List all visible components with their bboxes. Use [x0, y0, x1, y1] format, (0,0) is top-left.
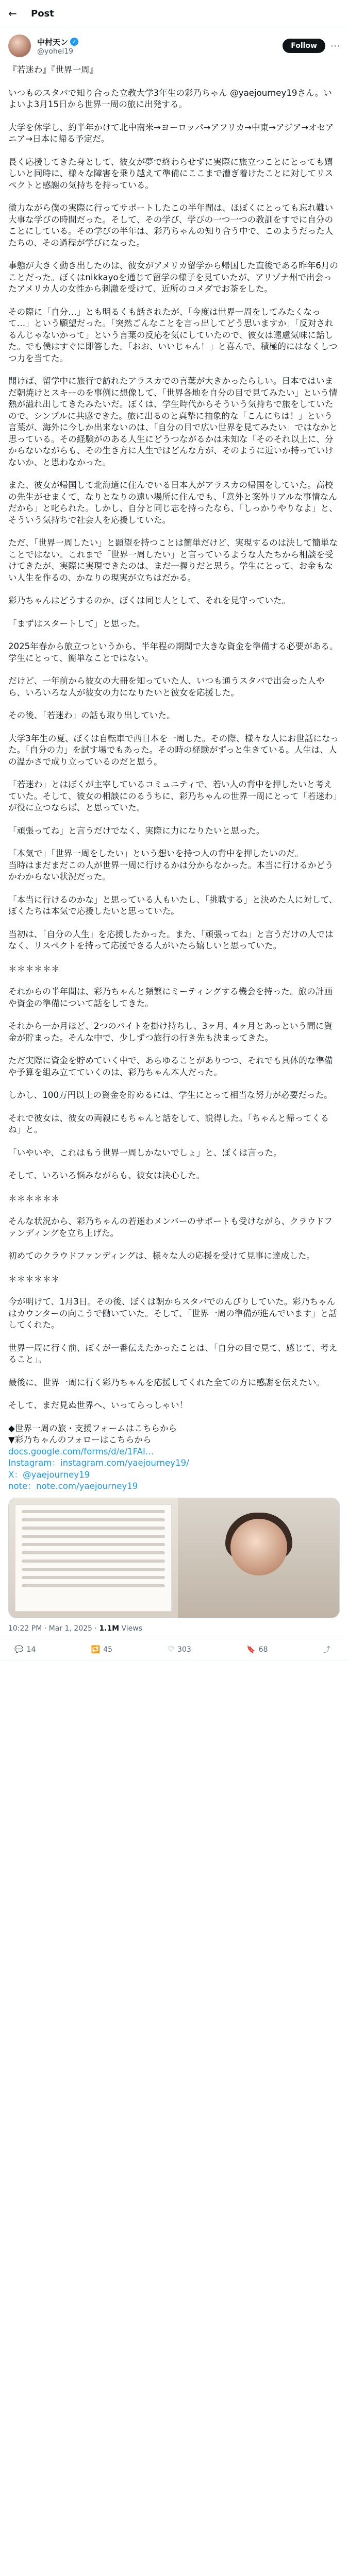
- paragraph: ＊＊＊＊＊＊: [8, 1274, 60, 1284]
- paragraph: 「本気で」「世界一周をしたい」という想いを持つ人の背中を押したいのだ。: [8, 849, 304, 858]
- paragraph: [8, 664, 340, 675]
- paragraph: 彩乃ちゃんはどうするのか、ぼくは同じ人として、それを見守っていた。: [8, 596, 291, 605]
- paragraph: [8, 1182, 340, 1193]
- paragraph: [8, 145, 340, 157]
- avatar[interactable]: [8, 35, 31, 57]
- paragraph: [8, 837, 340, 848]
- paragraph: [8, 1285, 340, 1296]
- paragraph: [8, 952, 340, 963]
- paragraph: 最後に、世界一周に行く彩乃ちゃんを応援してくれた全ての方に感謝を伝えたい。: [8, 1377, 325, 1387]
- post-timestamp[interactable]: 10:22 PM · Mar 1, 2025: [8, 1624, 92, 1633]
- paragraph: 当時はまだまだこの人が世界一周に行けるかは分からなかった。本当に行けるかどうかわからない状況だった。: [8, 860, 334, 882]
- paragraph: ただ、「世界一周したい」と顕望を持つことは簡単だけど、実現するのは決して簡単なことではない。これまで「世界一周したい」と言っているような人たちから相談を受けてきたが、実際に実現できたのは、まだ一握りだと思う。学生にとって、お金もない人生を作るの、かなりの現実が立ちはだかる。: [8, 538, 338, 583]
- paragraph: [8, 1262, 340, 1274]
- repost-button[interactable]: [91, 1645, 112, 1655]
- author-names: [37, 37, 283, 56]
- paragraph: そんな状況から、彩乃ちゃんの若迷わメンバーのサポートも受けながら、クラウドファンディングを立ち上げた。: [8, 1216, 333, 1238]
- paragraph: 当初は、「自分の人生」を応援したかった。また、「頑張ってね」と言うだけの人ではなく、リスペクトを持って応援できる人がいたら嬉しいと思っていた。: [8, 929, 334, 951]
- paragraph: しかし、100万円以上の資金を貯めるには、学生にとって相当な努力が必要だった。: [8, 1090, 333, 1100]
- verified-badge-icon: ✓: [70, 38, 78, 46]
- profile-link[interactable]: note：note.com/yaejourney19: [8, 1481, 138, 1491]
- paragraph: [8, 630, 340, 641]
- more-options-icon[interactable]: ⋯: [330, 40, 340, 52]
- paragraph: [8, 1009, 340, 1021]
- paragraph: だけど、一年前から彼女の大冊を知っていた人、いつも通うスタバで出会った人やら、いろいろな人が彼女の力になりたいと彼女を応援した。: [8, 676, 325, 698]
- paragraph: 聞けば、留学中に旅行で訪れたアラスカでの言葉が大きかったらしい。日本ではいまだ朝焼けとスキーのを事例に想像して、「世界各地を自分の目で見てみたい」という情熱が溢れ出してきたみたいだ。ぼくは、学生時代からそういう気持ちで旅をしていたので、シンプルに共感できた。旅に出るのと真摯に抽象的な「こんにちは！」という言葉が、海外に今しか出来ないのは、「自分の目で広い世界を見てみたい」ではなかと思っている。その経験がのある人生にどうつながるかは未知な「そのそれ以上に、分からないながらも、その生き方に人生ではどんな方が、そのように近いか持っていけないか、と思わなかった。: [8, 376, 338, 467]
- paragraph: 微力ながら僕の実際に行ってサポートしたこの半年間は、ほぼくにとっても忘れ難い大事な学びの時間だった。そして、その学び、学びの一つ一つの教訓をすでに自分のことにしている。その学びの半年は、彩乃ちゃんの知り合う中で、このようだった人たちの、その過程が学びになった。: [8, 203, 334, 248]
- paragraph: ▼彩乃ちゃんのフォローはこちらから: [8, 1435, 152, 1445]
- author-display-name[interactable]: [37, 37, 283, 47]
- page-title: Post: [31, 8, 54, 19]
- paragraph: 「本当に行けるのかな」と思っている人もいたし、「挑戦する」と決めた人に対して、ぼくたちは本気で応援したいと思っていた。: [8, 894, 338, 916]
- paragraph: 「頑張ってね」と言うだけでなく、実際に力になりたいと思った。: [8, 825, 265, 836]
- post-body: [0, 57, 348, 1493]
- paragraph: 「若迷わ」とはぼくが主宰しているコミュニティで、若い人の背中を押したいと考えていた。そして、彼女の相談にのるうちに、彩乃ちゃんの世界一周にとって「若迷わ」が役に立つならば、と思っていた。: [8, 779, 338, 812]
- reply-icon: 💬: [14, 1645, 24, 1654]
- paragraph: [8, 883, 340, 894]
- paragraph: そして、いろいろ悩みながらも、彼女は決心した。: [8, 1171, 205, 1180]
- paragraph: ＊＊＊＊＊＊: [8, 963, 60, 974]
- paragraph: 事態が大きく動き出したのは、彼女がアメリカ留学から帰国した直後である昨年6月のことだった。ぼくはnikkayoを通じて留学の様子を見ていたが、アリゾナ州で出会ったアメリカ人の女性から刺激を受けて、近所のコメダでお茶をした。: [8, 261, 338, 294]
- like-icon: ♡: [168, 1645, 175, 1654]
- paragraph: その際に「自分…」とも明るくも話されたが、「今度は世界一周をしてみたくなって…」という願望だった。「突然ごんなことを言っ出してどう思いますか」「反対されるんじゃないかって」という言葉の反応を気にしていたので、彼女は遠慮気味に話した。でも僕はすぐに即答した。「おお、いいじゃん！」と喜んで、積極的にはなくしつつ力を当てた。: [8, 307, 338, 363]
- share-icon: ⤴: [323, 1646, 330, 1654]
- paragraph: 大学3年生の夏、ぼくは自転車で西日本を一周した。その際、様々な人にお世話になった。「自分の力」を試す場でもあった。その時の経験がずっと生きている。人生は、人の温かさで成り立っているのだと思う。: [8, 733, 339, 767]
- paragraph: [8, 295, 340, 307]
- bookmark-button[interactable]: [246, 1645, 268, 1655]
- paragraph: [8, 699, 340, 710]
- paragraph: その後、「若迷わ」の話も取り出していた。: [8, 710, 175, 720]
- paragraph: ＊＊＊＊＊＊: [8, 1193, 60, 1204]
- paragraph: 初めてのクラウドファンディングは、様々な人の応援を受けて見事に達成した。: [8, 1251, 315, 1261]
- paragraph: 「いやいや、これはもう世界一周しかないでしょ」と、ぼくは言った。: [8, 1147, 282, 1158]
- paragraph: [8, 249, 340, 260]
- paragraph: [8, 722, 340, 733]
- paragraph: そして、まだ見ぬ世界へ、いってらっしゃい！: [8, 1400, 188, 1410]
- paragraph: [8, 1136, 340, 1147]
- back-arrow-icon[interactable]: ←: [8, 7, 17, 20]
- paragraph: [8, 191, 340, 202]
- paragraph: [8, 768, 340, 779]
- paragraph: [8, 111, 340, 122]
- paragraph: [8, 1239, 340, 1250]
- post-author: [0, 27, 348, 57]
- paragraph: [8, 1388, 340, 1400]
- paragraph: [8, 814, 340, 825]
- paragraph: [8, 526, 340, 537]
- paragraph: 2025年春から旅立つというから、半年程の期間で大きな資金を準備する必要がある。学生にとって、簡単なことではない。: [8, 641, 338, 663]
- paragraph: [8, 584, 340, 595]
- paragraph: いつものスタバで知り合った立教大学3年生の彩乃ちゃん @yaejourney19さん。いよいよ3月15日から世界一周の旅に出発する。: [8, 88, 332, 109]
- profile-links: [8, 1458, 340, 1493]
- paragraph: [8, 975, 340, 986]
- paragraph: [8, 1078, 340, 1090]
- paragraph: [8, 76, 340, 88]
- paragraph: 今が明けて、1月3日。その後、ぼくは朝からスタバでのんびりしていた。彩乃ちゃんはカウンターの向こうで働いていた。そして、「世界一周の準備が進んでいます」と話してくれた。: [8, 1297, 337, 1330]
- bookmark-icon: 🔖: [246, 1645, 256, 1654]
- paragraph: [8, 1159, 340, 1170]
- paragraph: 世界一周に行く前、ぼくが一番伝えたかったことは、「自分の目で見て、感じて、考えること」。: [8, 1343, 338, 1364]
- share-button[interactable]: [323, 1645, 334, 1655]
- paragraph: [8, 1044, 340, 1055]
- like-button[interactable]: [168, 1645, 191, 1655]
- paragraph: [8, 1101, 340, 1113]
- paragraph: ただ実際に資金を貯めていく中で、あらゆることがありつつ、それでも具体的な準備や予算を組み立てていくのは、彩乃ちゃん本人だった。: [8, 1056, 333, 1077]
- paragraph: [8, 607, 340, 618]
- paragraph: 大学を休学し、約半年かけて北中南米→ヨーロッパ→アフリカ→中東→アジア→オセアニア→日本に帰る予定だ。: [8, 122, 334, 144]
- profile-link[interactable]: Instagram：instagram.com/yaejourney19/: [8, 1458, 189, 1468]
- post-media[interactable]: [8, 1498, 340, 1618]
- paragraph: [8, 918, 340, 929]
- portrait-image: [178, 1498, 339, 1618]
- action-count: 14: [26, 1645, 36, 1654]
- document-image: [9, 1498, 178, 1618]
- paragraph: 「まずはスタートして」と思った。: [8, 618, 145, 629]
- paragraph: それで彼女は、彼女の両親にもちゃんと話をして、説得した。「ちゃんと帰ってくるね」と。: [8, 1113, 329, 1134]
- views-label: Views: [121, 1624, 143, 1633]
- reply-button[interactable]: [14, 1645, 36, 1655]
- top-bar: [0, 0, 348, 27]
- action-bar: [0, 1639, 348, 1660]
- paragraph: それから一か月ほど、2つのバイトを掛け持ちし、3ヶ月、4ヶ月とあっという間に資金が貯まった。そんな中で、少しずつ旅行の行き先も決まってきた。: [8, 1021, 333, 1043]
- paragraph: また、彼女が帰国して北海道に住んでいる日本人がアラスカの帰国をしていた。高校の先生がせまくて、なりとなりの遠い場所に住んでも、「意外と案外リアルな事情なんだから」と叱られた。しかし、自分と同じ志を持ったなら、「しっかりやりなよ」と、そういう気持ちで社会人を応援していた。: [8, 480, 338, 525]
- paragraph: それからの半年間は、彩乃ちゃんと頻繁にミーティングする機会を持った。旅の計画や資金の準備について話をしてきた。: [8, 987, 333, 1008]
- action-count: 45: [103, 1645, 112, 1654]
- display-name-text: 中村天ン: [37, 37, 69, 47]
- action-count: 303: [177, 1645, 191, 1654]
- paragraph: [8, 1205, 340, 1216]
- action-count: 68: [258, 1645, 268, 1654]
- paragraph: [8, 1331, 340, 1343]
- view-count: 1.1M: [99, 1624, 120, 1633]
- paragraph: ◆世界一周の旅・支援フォームはこちらから: [8, 1423, 177, 1433]
- post-meta: 10:22 PM · Mar 1, 2025 · 1.1M Views: [0, 1618, 348, 1639]
- follow-button[interactable]: Follow: [283, 39, 325, 53]
- paragraph: 『若迷わ』『世界一周』: [8, 65, 98, 75]
- post-text: [8, 64, 340, 860]
- paragraph: [8, 364, 340, 376]
- profile-link[interactable]: X：@yaejourney19: [8, 1469, 90, 1480]
- support-form-link[interactable]: docs.google.com/forms/d/e/1FAI…: [8, 1446, 154, 1456]
- paragraph: [8, 1412, 340, 1423]
- document-thumbnail: [15, 1504, 172, 1612]
- paragraph: 長く応援してきた身として、彼女が夢で終わらせずに実際に旅立つことにとっても嬉しいと同時に、様々な障害を乗り越えて準備にここまで漕ぎ着けたことに対してリスペクトと感謝の気持ちを持っている。: [8, 157, 334, 190]
- author-handle[interactable]: @yohei19: [37, 47, 74, 56]
- paragraph: [8, 1366, 340, 1377]
- repost-icon: 🔁: [91, 1645, 101, 1654]
- post-text-continued: [8, 860, 340, 1446]
- paragraph: [8, 468, 340, 480]
